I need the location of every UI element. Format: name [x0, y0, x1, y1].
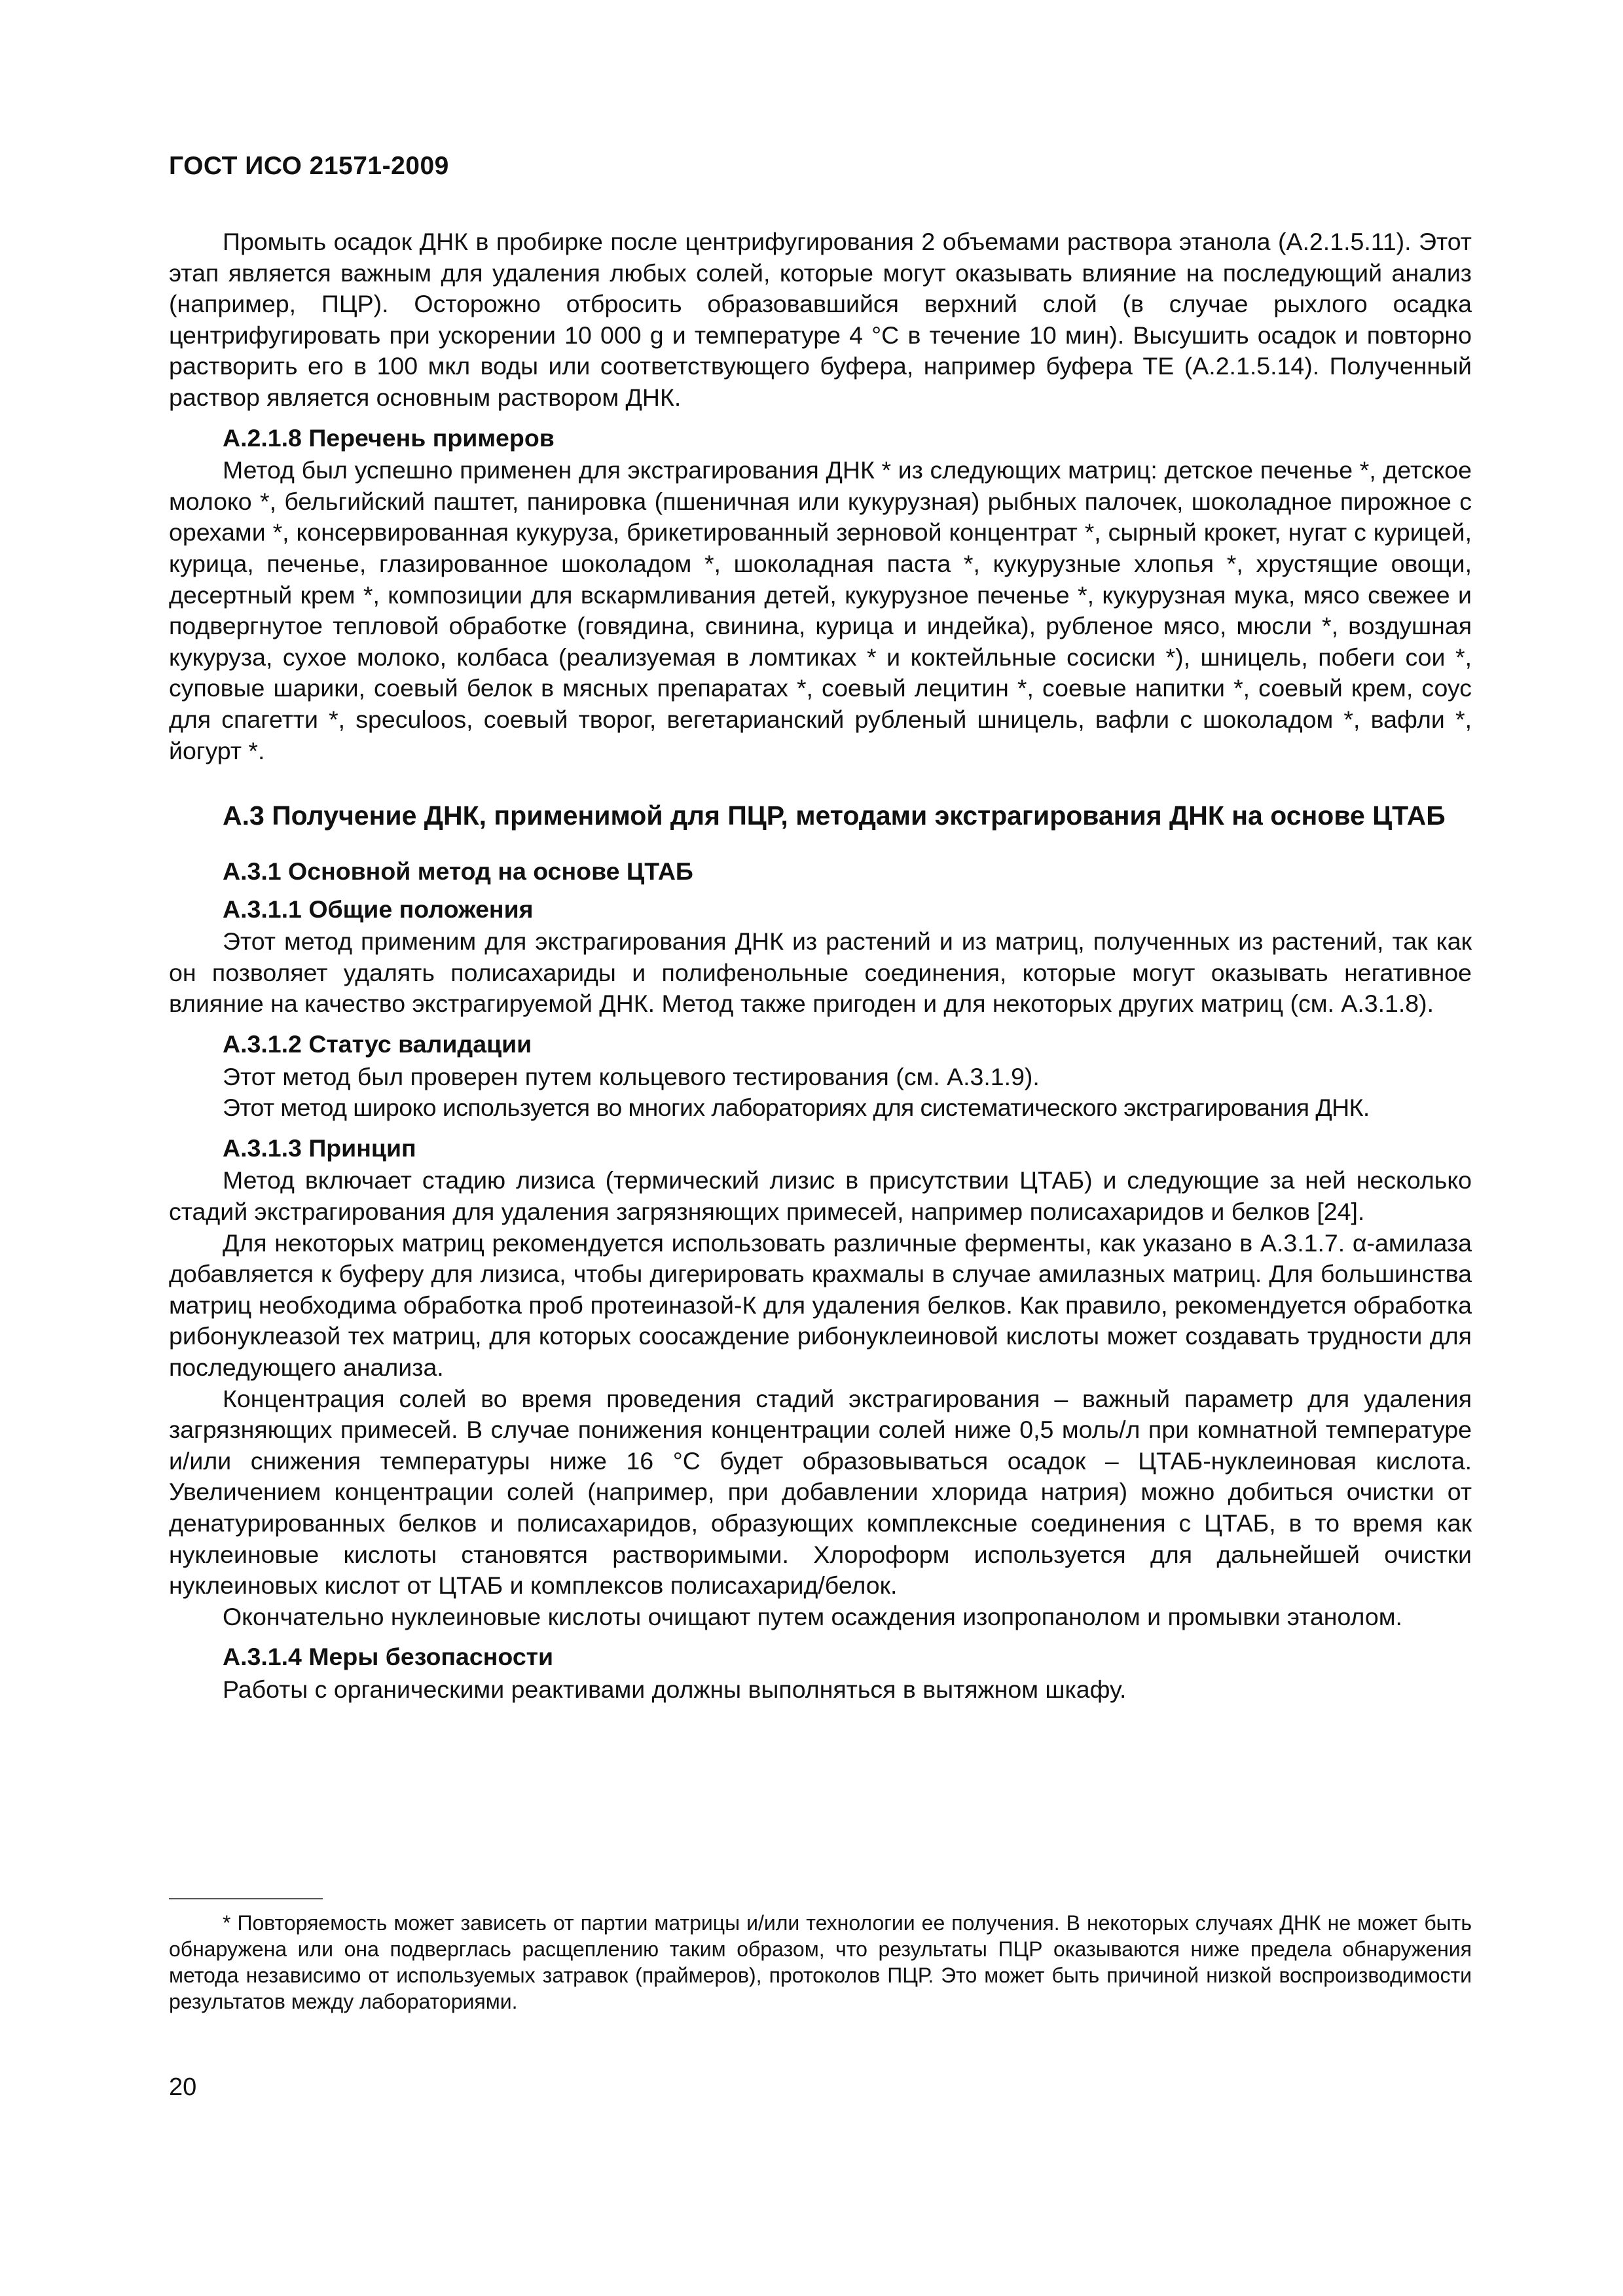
heading-a312: А.3.1.2 Статус валидации	[223, 1030, 532, 1058]
section-heading-a3: А.3 Получение ДНК, применимой для ПЦР, методами экстрагирования ДНК на основе ЦТАБ	[223, 800, 1446, 831]
document-header: ГОСТ ИСО 21571-2009	[169, 152, 449, 180]
paragraph-general: Этот метод применим для экстрагирования ДНК из растений и из матриц, полученных из растений, так как он позволяет удалять полисахариды и полифенольные соединения, которые могут оказывать негативное влияние на качество экстрагируемой ДНК. Метод также пригоден и для некоторых других матриц (см. А.3.1.8).	[169, 927, 1472, 1018]
paragraph-principle-4: Окончательно нуклеиновые кислоты очищают путем осаждения изопропанолом и промывки этанолом.	[223, 1602, 1402, 1630]
paragraph-safety: Работы с органическими реактивами должны выполняться в вытяжном шкафу.	[223, 1675, 1127, 1703]
paragraph-principle-2: Для некоторых матриц рекомендуется использовать различные ферменты, как указано в А.3.1.7. α-амилаза добавляется к буферу для лизиса, чтобы дигерировать крахмалы в случае амилазных матриц. Для большинства матриц необходима обработка проб протеиназой-К для удаления белков. Как правило, рекомендуется обработка рибонуклеазой тех матриц, для которых соосаждение рибонуклеиновой кислоты может создавать трудности для последующего анализа.	[169, 1229, 1472, 1381]
paragraph-validation-1: Этот метод был проверен путем кольцевого тестирования (см. А.3.1.9).	[223, 1062, 1040, 1090]
heading-a314: А.3.1.4 Меры безопасности	[223, 1643, 554, 1671]
heading-a313: А.3.1.3 Принцип	[223, 1134, 416, 1162]
paragraph-wash: Промыть осадок ДНК в пробирке после центрифугирования 2 объемами раствора этанола (А.2.1.5.11). Этот этап является важным для удаления любых солей, которые могут оказывать влияние на последующий анализ (например, ПЦР). Осторожно отбросить образовавшийся верхний слой (в случае рыхлого осадка центрифугировать при ускорении 10 000 g и температуре 4 °С в течение 10 мин). Высушить осадок и повторно растворить его в 100 мкл воды или соответствующего буфера, например буфера ТЕ (А.2.1.5.14). Полученный раствор является основным раствором ДНК.	[169, 228, 1472, 411]
heading-a218: А.2.1.8 Перечень примеров	[223, 423, 555, 452]
footnote: * Повторяемость может зависеть от партии матрицы и/или технологии ее получения. В некоторых случаях ДНК не может быть обнаружена или она подверглась расщеплению таким образом, что результаты ПЦР оказываются ниже предела обнаружения метода независимо от используемых затравок (праймеров), протоколов ПЦР. Это может быть причиной низкой воспроизводимости результатов между лабораториями.	[169, 1911, 1472, 2013]
paragraph-validation-2: Этот метод широко используется во многих лабораториях для систематического экстрагирования ДНК.	[223, 1094, 1370, 1122]
footnote-separator	[169, 1898, 323, 1899]
page-number: 20	[169, 2073, 197, 2101]
paragraph-principle-1: Метод включает стадию лизиса (термический лизис в присутствии ЦТАБ) и следующие за ней несколько стадий экстрагирования для удаления загрязняющих примесей, например полисахаридов и белков [24].	[169, 1166, 1472, 1226]
document-body	[169, 226, 1472, 1706]
heading-a31: А.3.1 Основной метод на основе ЦТАБ	[223, 857, 693, 886]
paragraph-principle-3: Концентрация солей во время проведения стадий экстрагирования – важный параметр для удаления загрязняющих примесей. В случае понижения концентрации солей ниже 0,5 моль/л при комнатной температуре и/или снижения температуры ниже 16 °С будет образовываться осадок – ЦТАБ-нуклеиновая кислота. Увеличением концентрации солей (например, при добавлении хлорида натрия) можно добиться очистки от денатурированных белков и полисахаридов, образующих комплексные соединения с ЦТАБ, в то время как нуклеиновые кислоты становятся растворимыми. Хлороформ используется для дальнейшей очистки нуклеиновых кислот от ЦТАБ и комплексов полисахарид/белок.	[169, 1384, 1472, 1600]
paragraph-examples: Метод был успешно применен для экстрагирования ДНК * из следующих матриц: детское печенье *, детское молоко *, бельгийский паштет, панировка (пшеничная или кукурузная) рыбных палочек, шоколадное пирожное с орехами *, консервированная кукуруза, брикетированный зерновой концентрат *, сырный крокет, нугат с курицей, курица, печенье, глазированное шоколадом *, шоколадная паста *, кукурузные хлопья *, хрустящие овощи, десертный крем *, композиции для вскармливания детей, кукурузное печенье *, кукурузная мука, мясо свежее и подвергнутое тепловой обработке (говядина, свинина, курица и индейка), рубленое мясо, мюсли *, воздушная кукуруза, сухое молоко, колбаса (реализуемая в ломтиках * и коктейльные сосиски *), шницель, побеги сои *, суповые шарики, соевый белок в мясных препаратах *, соевый лецитин *, соевые напитки *, соевый крем, соус для спагетти *, speculoos, соевый творог, вегетарианский рубленый шницель, вафли с шоколадом *, вафли *, йогурт *.	[169, 456, 1472, 764]
heading-a311: А.3.1.1 Общие положения	[223, 895, 534, 923]
